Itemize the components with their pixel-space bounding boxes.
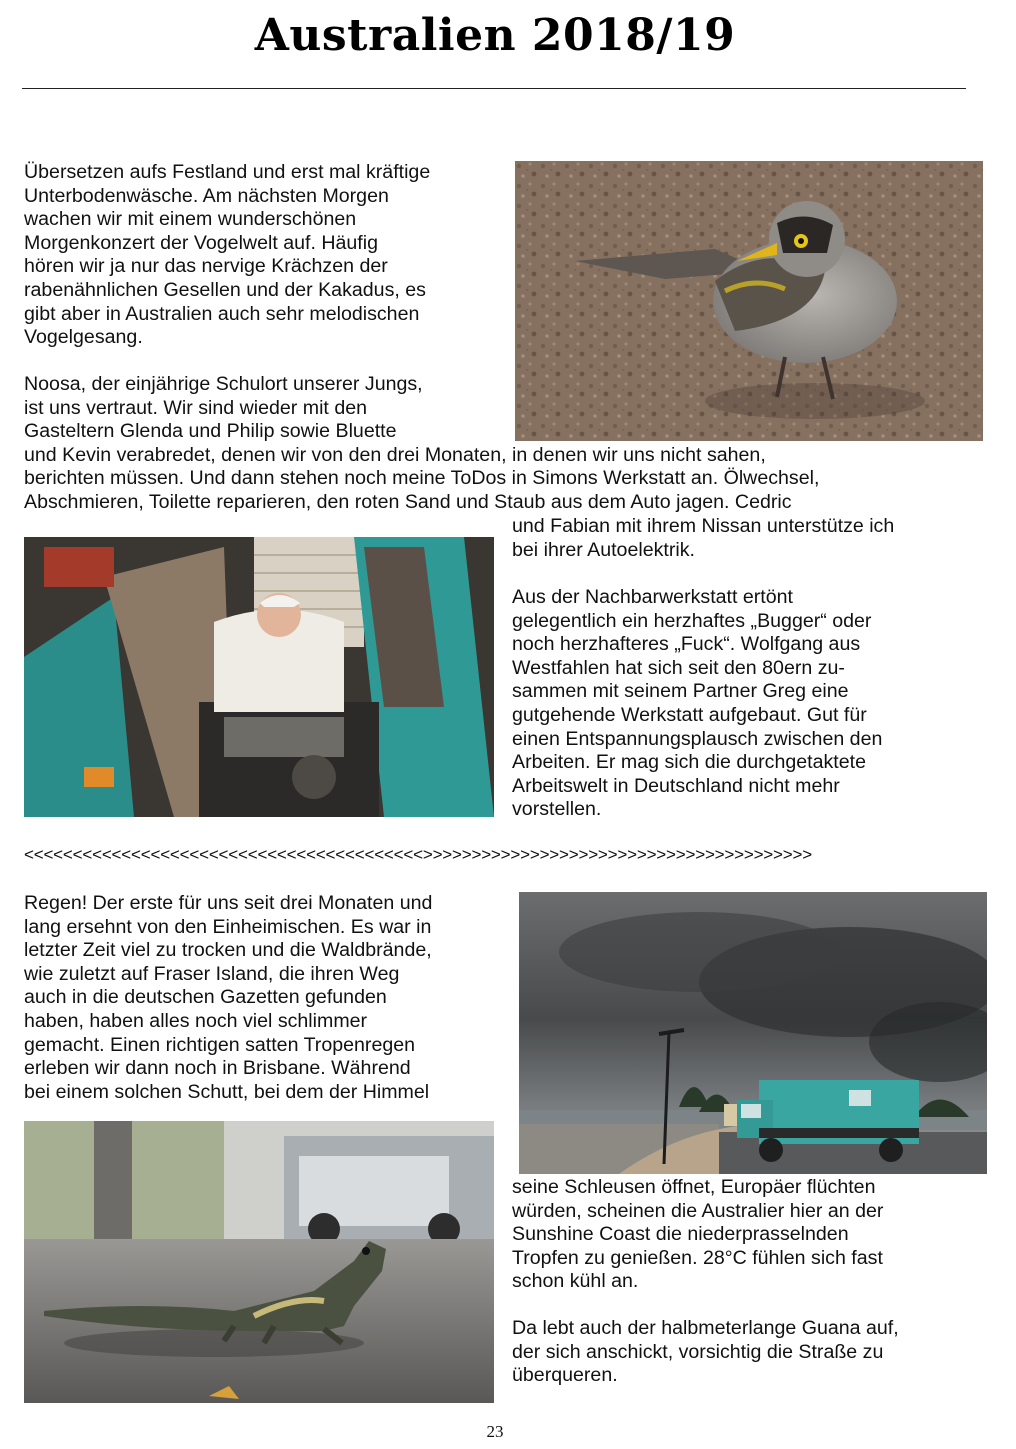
text-line: ist uns vertraut. Wir sind wieder mit den <box>24 396 368 419</box>
text-line: bei ihrer Autoelektrik. <box>512 538 695 561</box>
text-line: sammen mit seinem Partner Greg eine <box>512 680 849 703</box>
text-line: Da lebt auch der halbmeterlange Guana auf, <box>512 1317 899 1339</box>
photo-water-dragon <box>24 1121 494 1403</box>
text-line: Westfahlen hat sich seit den 80ern zu- <box>512 656 845 679</box>
text-line: gutgehende Werkstatt aufgebaut. Gut für <box>512 703 867 726</box>
page-title: Australien 2018/19 <box>254 10 736 61</box>
title-rule <box>22 88 966 89</box>
text-line: seine Schleusen öffnet, Europäer flüchten <box>512 1176 876 1198</box>
text-line: gemacht. Einen richtigen satten Tropenregen <box>24 1033 416 1056</box>
text-line: der sich anschickt, vorsichtig die Straße zu <box>512 1340 884 1363</box>
text-line: Aus der Nachbarwerkstatt ertönt <box>512 586 793 608</box>
text-line: würden, scheinen die Australier hier an der <box>512 1199 884 1222</box>
text-line: berichten müssen. Und dann stehen noch meine ToDos in Simons Werkstatt an. Ölwechsel, <box>24 467 820 490</box>
text-line: wie zuletzt auf Fraser Island, die ihren Weg <box>24 962 400 985</box>
text-line: wachen wir mit einem wunderschönen <box>24 208 357 231</box>
text-line: schon kühl an. <box>512 1270 639 1293</box>
text-line: Vogelgesang. <box>24 326 143 349</box>
text-line: rabenähnlichen Gesellen und der Kakadus, es <box>24 278 426 301</box>
text-line: Noosa, der einjährige Schulort unserer Jungs, <box>24 373 423 395</box>
section-divider: <<<<<<<<<<<<<<<<<<<<<<<<<<<<<<<<<<<<<<<<<>>>>>>>>>>>>>>>>>>>>>>>>>>>>>>>>>>>>>>>> <box>24 845 812 864</box>
text-line: Abschmieren, Toilette reparieren, den roten Sand und Staub aus dem Auto jagen. Cedric <box>24 490 792 513</box>
paragraph-workshop <box>512 586 882 822</box>
photo-storm-truck <box>519 892 987 1174</box>
paragraph-iguana <box>512 1317 899 1388</box>
text-line: Gasteltern Glenda und Philip sowie Bluette <box>24 420 397 443</box>
text-line: vorstellen. <box>512 798 602 821</box>
text-line: haben, haben alles noch viel schlimmer <box>24 1009 368 1032</box>
text-line: und Fabian mit ihrem Nissan unterstütze ich <box>512 515 895 537</box>
page-number: 23 <box>486 1422 504 1441</box>
text-line: Arbeiten. Er mag sich die durchgetaktete <box>512 751 866 774</box>
text-line: letzter Zeit viel zu trocken und die Waldbrände, <box>24 939 432 962</box>
text-line: einen Entspannungsplausch zwischen den <box>512 727 883 750</box>
text-line: Sunshine Coast die niederprasselnden <box>512 1223 849 1246</box>
paragraph-rain-continued <box>512 1176 883 1294</box>
text-line: Morgenkonzert der Vogelwelt auf. Häufig <box>24 231 378 254</box>
text-line: erleben wir dann noch in Brisbane. Während <box>24 1057 411 1080</box>
paragraph-rain <box>24 892 432 1104</box>
text-line: lang ersehnt von den Einheimischen. Es war in <box>24 915 432 938</box>
text-line: und Kevin verabredet, denen wir von den drei Monaten, in denen wir uns nicht sahen, <box>24 443 766 466</box>
text-line: noch herzhafteres „Fuck“. Wolfgang aus <box>512 633 861 656</box>
photo-miner-bird <box>515 161 983 441</box>
text-line: gelegentlich ein herzhaftes „Bugger“ oder <box>512 609 872 632</box>
text-line: Arbeitswelt in Deutschland nicht mehr <box>512 774 840 797</box>
photo-mechanic-workshop <box>24 537 494 817</box>
text-line: hören wir ja nur das nervige Krächzen der <box>24 255 388 278</box>
text-line: Tropfen zu genießen. 28°C fühlen sich fast <box>512 1246 883 1269</box>
text-line: bei einem solchen Schutt, bei dem der Himmel <box>24 1080 430 1103</box>
text-line: Unterbodenwäsche. Am nächsten Morgen <box>24 184 389 207</box>
text-line: auch in die deutschen Gazetten gefunden <box>24 986 387 1009</box>
text-line: Regen! Der erste für uns seit drei Monaten und <box>24 892 433 914</box>
text-line: überqueren. <box>512 1364 618 1387</box>
text-line: Übersetzen aufs Festland und erst mal kräftige <box>24 161 431 183</box>
text-line: gibt aber in Australien auch sehr melodischen <box>24 302 420 325</box>
paragraph-noosa-continued <box>512 515 894 562</box>
paragraph-ferry <box>24 161 430 350</box>
